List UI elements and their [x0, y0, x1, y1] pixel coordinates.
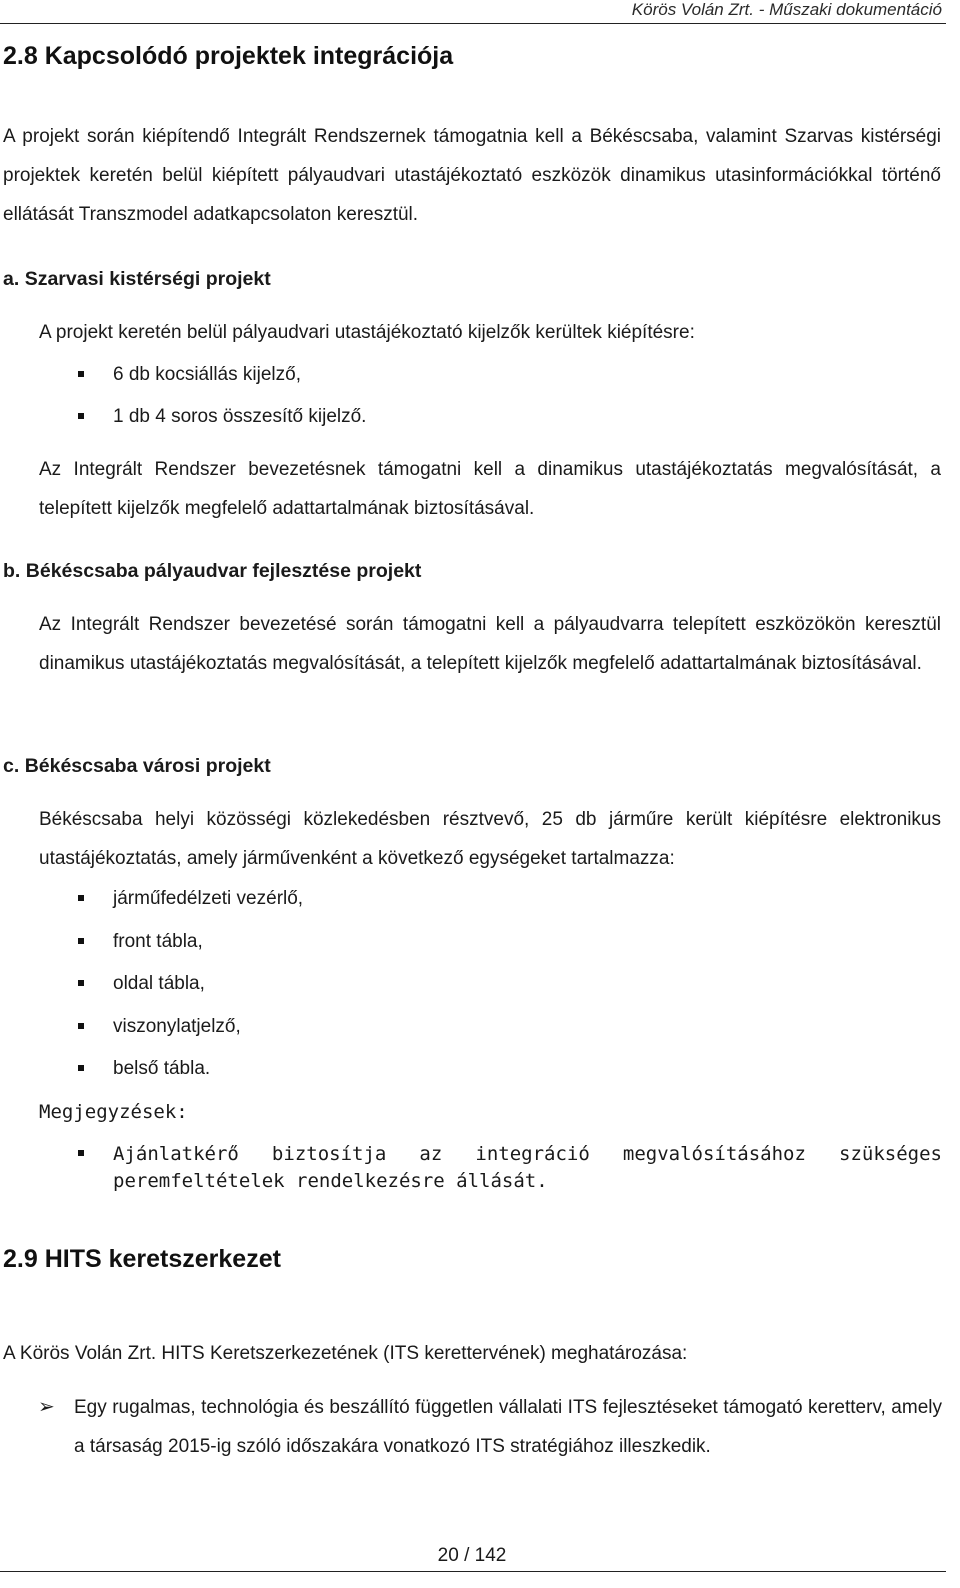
- subsection-b-text: Az Integrált Rendszer bevezetésé során támogatni kell a pályaudvarra telepített eszközökön keresztül dinamikus utastájékoztatás megvalósítását, a telepített kijelzők megfelelő adattartalmának biztosításával.: [39, 614, 941, 674]
- subsection-a-label: a.: [3, 268, 20, 290]
- list-item: [78, 1016, 241, 1038]
- square-bullet-icon: [78, 413, 84, 419]
- arrow-bullet-icon: ➢: [38, 1396, 55, 1418]
- subsection-a-text-2: Az Integrált Rendszer bevezetésnek támogatni kell a dinamikus utastájékoztatás megvalósítását, a telepített kijelzők megfelelő adattartalmának biztosításával.: [39, 459, 941, 519]
- square-bullet-icon: [78, 371, 84, 377]
- section-2-9-intro: A Körös Volán Zrt. HITS Keretszerkezetének (ITS kerettervének) meghatározása:: [3, 1343, 688, 1364]
- list-item: [78, 406, 366, 428]
- subsection-c-text: Békéscsaba helyi közösségi közlekedésben résztvevő, 25 db járműre került kiépítésre elektronikus utastájékoztatás, amely járművenként a következő egységeket tartalmazza:: [39, 809, 941, 869]
- section-2-8-intro: A projekt során kiépítendő Integrált Rendszernek támogatnia kell a Békéscsaba, valamint Szarvas kistérségi projektek keretén belül kiépített pályaudvari utastájékoztató eszközök dinamikus utasinformációkkal történő ellátását Transzmodel adatkapcsolaton keresztül.: [3, 126, 941, 225]
- footer-divider: [0, 1571, 946, 1572]
- list-item-text: 6 db kocsiállás kijelző,: [113, 364, 301, 385]
- square-bullet-icon: [78, 938, 84, 944]
- section-2-9-heading: 2.9 HITS keretszerkezet: [3, 1245, 281, 1273]
- subsection-a-heading: [3, 268, 271, 291]
- subsection-b-label: b.: [3, 560, 21, 582]
- header-divider: [0, 23, 946, 24]
- list-item: [78, 364, 301, 386]
- subsection-a-text: A projekt keretén belül pályaudvari utastájékoztató kijelzők kerültek kiépítésre:: [39, 322, 695, 343]
- notes-title: Megjegyzések:: [39, 1101, 188, 1123]
- square-bullet-icon: [78, 1065, 84, 1071]
- subsection-c-heading: [3, 755, 271, 778]
- square-bullet-icon: [78, 1150, 84, 1156]
- subsection-c-label: c.: [3, 755, 20, 777]
- list-item-text: Ajánlatkérő biztosítja az integráció megvalósításához szükséges peremfeltételek rendelkezésre állását.: [113, 1143, 942, 1192]
- section-2-8-heading: 2.8 Kapcsolódó projektek integrációja: [3, 42, 454, 70]
- document-header-title: Körös Volán Zrt. - Műszaki dokumentáció: [631, 0, 942, 19]
- list-item-text: 1 db 4 soros összesítő kijelző.: [113, 406, 367, 427]
- list-item: [38, 1388, 942, 1466]
- list-item-text: viszonylatjelző,: [113, 1016, 241, 1037]
- list-item: [78, 973, 205, 995]
- list-item-text: oldal tábla,: [113, 973, 205, 994]
- list-item: [78, 888, 303, 910]
- subsection-b-title: Békéscsaba pályaudvar fejlesztése projekt: [25, 560, 422, 582]
- square-bullet-icon: [78, 895, 84, 901]
- list-item-text: front tábla,: [113, 931, 203, 952]
- list-item: [78, 931, 203, 953]
- list-item-text: Egy rugalmas, technológia és beszállító független vállalati ITS fejlesztéseket támogató keretterv, amely a társaság 2015-ig szóló időszakára vonatkozó ITS stratégiához illeszkedik.: [74, 1397, 942, 1457]
- list-item-text: belső tábla.: [113, 1058, 211, 1079]
- subsection-c-title: Békéscsaba városi projekt: [24, 755, 271, 777]
- list-item: [78, 1058, 210, 1080]
- square-bullet-icon: [78, 980, 84, 986]
- subsection-b-heading: [3, 560, 421, 583]
- square-bullet-icon: [78, 1023, 84, 1029]
- list-item: [78, 1141, 942, 1195]
- page-number: 20 / 142: [437, 1545, 507, 1566]
- list-item-text: járműfedélzeti vezérlő,: [113, 888, 304, 909]
- subsection-a-title: Szarvasi kistérségi projekt: [24, 268, 271, 290]
